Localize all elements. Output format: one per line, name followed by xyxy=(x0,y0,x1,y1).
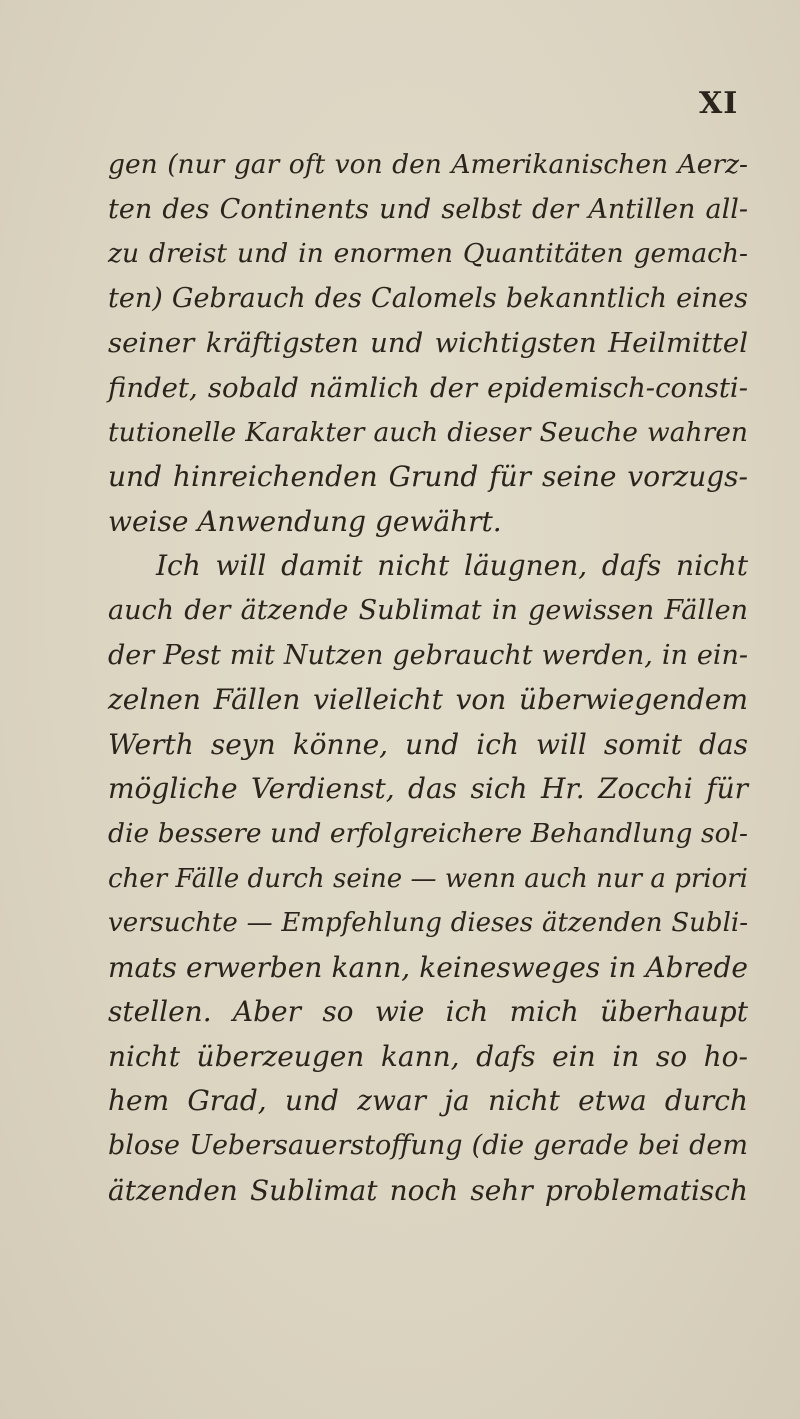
text-line: blose Uebersauerstoffung (die gerade bei dem xyxy=(108,1130,748,1162)
page-number: XI xyxy=(699,86,739,121)
text-line: zelnen Fällen vielleicht von überwiegendem xyxy=(108,683,748,717)
text-line: findet, sobald nämlich der epidemisch-consti- xyxy=(108,371,748,404)
text-line: mats erwerben kann, keinesweges in Abrede xyxy=(108,950,748,984)
text-line: Werth seyn könne, und ich will somit das xyxy=(108,727,748,761)
text-line: cher Fälle durch seine — wenn auch nur a priori xyxy=(108,863,748,894)
text-line: hem Grad, und zwar ja nicht etwa durch xyxy=(108,1084,748,1118)
text-line: ten) Gebrauch des Calomels bekanntlich eines xyxy=(108,282,748,314)
text-line: mögliche Verdienst, das sich Hr. Zocchi für xyxy=(108,772,748,806)
text-line: Ich will damit nicht läugnen, dafs nicht xyxy=(156,549,748,583)
text-line: zu dreist und in enormen Quantitäten gemach- xyxy=(108,238,748,270)
text-line: der Pest mit Nutzen gebraucht werden, in ein- xyxy=(108,639,748,671)
text-line: ten des Continents und selbst der Antillen all- xyxy=(108,193,748,225)
text-line: nicht überzeugen kann, dafs ein in so ho- xyxy=(108,1039,748,1073)
text-line: tutionelle Karakter auch dieser Seuche wahren xyxy=(108,416,748,448)
text-line: die bessere und erfolgreichere Behandlung sol- xyxy=(108,817,748,849)
text-line: gen (nur gar oft von den Amerikanischen Aerz- xyxy=(108,149,748,180)
text-line: stellen. Aber so wie ich mich überhaupt xyxy=(108,995,748,1029)
body-text xyxy=(108,143,748,1213)
text-line: seiner kräftigsten und wichtigsten Heilmittel xyxy=(108,327,748,360)
text-line: auch der ätzende Sublimat in gewissen Fällen xyxy=(108,594,748,626)
text-line: ätzenden Sublimat noch sehr problematisch xyxy=(108,1173,748,1207)
text-line: weise Anwendung gewährt. xyxy=(108,504,502,538)
text-line: und hinreichenden Grund für seine vorzugs- xyxy=(108,460,748,494)
text-line: versuchte — Empfehlung dieses ätzenden Subli- xyxy=(108,908,748,939)
